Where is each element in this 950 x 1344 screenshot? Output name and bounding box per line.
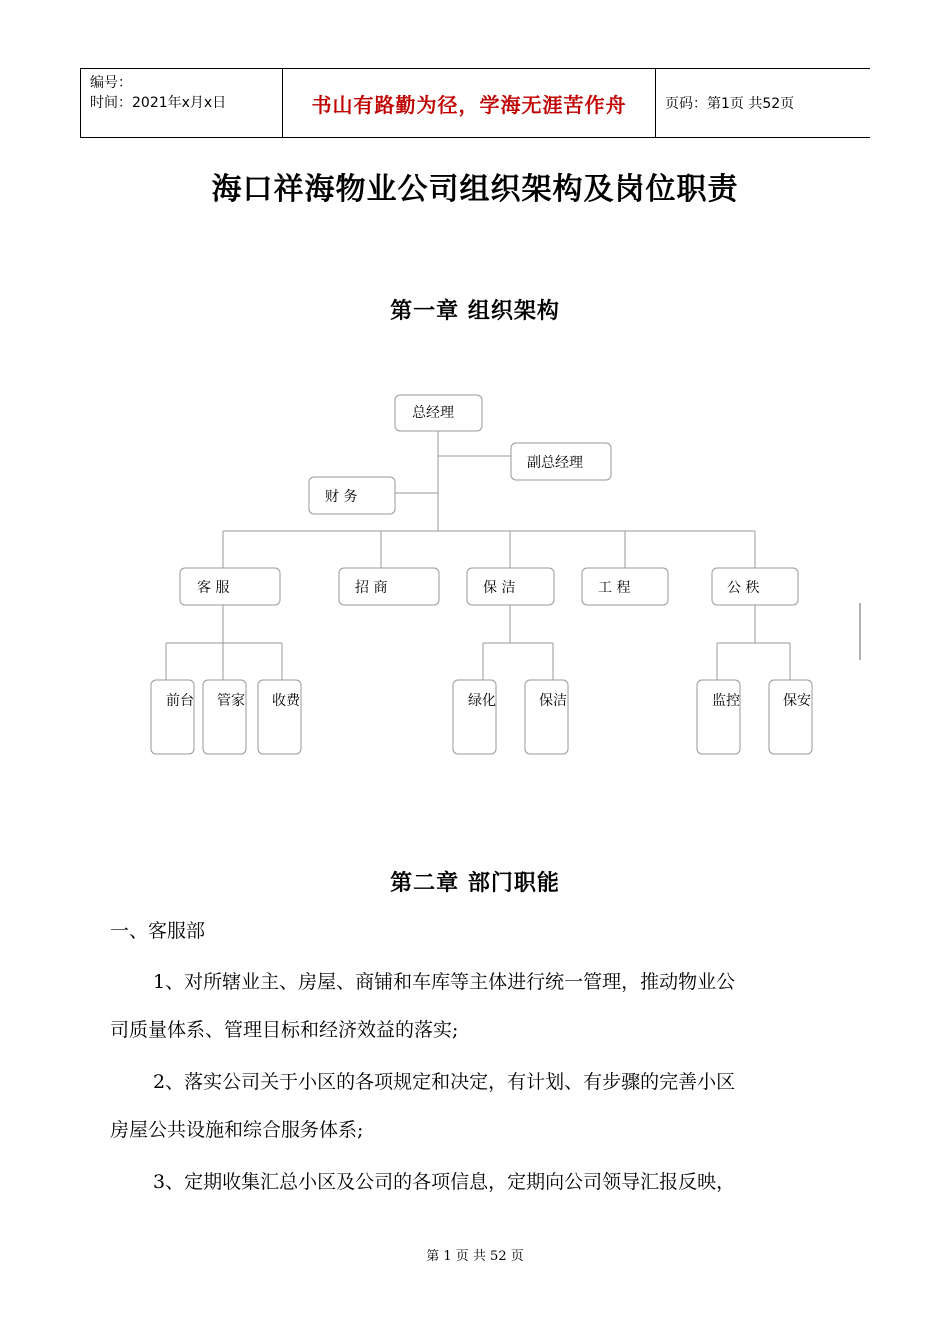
number-label: 编号： <box>90 75 132 91</box>
node-sub-monitoring: 监控 <box>712 693 740 709</box>
node-box-sub <box>203 680 246 754</box>
node-dept-service: 客 服 <box>197 580 230 596</box>
node-dept-engineering: 工 程 <box>598 580 631 596</box>
paragraph-line: 1、对所辖业主、房屋、商铺和车库等主体进行统一管理，推动物业公 <box>153 971 736 993</box>
header-divider <box>80 69 81 137</box>
node-box-sub <box>525 680 568 754</box>
node-box-sub <box>453 680 496 754</box>
header-meta <box>90 73 226 113</box>
node-dept-cleaning: 保 洁 <box>483 580 516 596</box>
paragraph-3 <box>110 1158 850 1206</box>
node-dept-security: 公 秩 <box>727 580 760 596</box>
node-box-sub <box>151 680 194 754</box>
section-heading: 一、客服部 <box>110 920 206 942</box>
node-box-dept <box>180 568 280 605</box>
chapter-1-heading: 第一章 组织架构 <box>390 299 560 324</box>
page-footer: 第 1 页 共 52 页 <box>426 1249 524 1264</box>
paragraph-line: 司质量体系、管理目标和经济效益的落实; <box>110 1019 459 1041</box>
node-general-manager: 总经理 <box>412 405 454 421</box>
node-box-sub <box>769 680 812 754</box>
document-title: 海口祥海物业公司组织架构及岗位职责 <box>211 172 739 207</box>
node-box-dept <box>339 568 439 605</box>
time-label: 时间：2021年x月x日 <box>90 95 227 111</box>
node-sub-guard: 保安 <box>783 693 811 709</box>
node-vice-manager: 副总经理 <box>527 455 583 471</box>
node-sub-butler: 管家 <box>217 693 245 709</box>
org-chart <box>0 380 950 780</box>
paragraph-line: 3、定期收集汇总小区及公司的各项信息，定期向公司领导汇报反映， <box>153 1171 736 1193</box>
node-finance: 财 务 <box>325 489 358 505</box>
node-sub-billing: 收费 <box>272 693 300 709</box>
node-dept-leasing: 招 商 <box>355 580 388 596</box>
chapter-2-heading: 第二章 部门职能 <box>390 871 560 896</box>
node-box-sub <box>697 680 740 754</box>
node-sub-front-desk: 前台 <box>166 693 194 709</box>
paragraph-1 <box>110 958 850 1054</box>
node-sub-greening: 绿化 <box>468 693 496 709</box>
paragraph-line: 2、落实公司关于小区的各项规定和决定，有计划、有步骤的完善小区 <box>153 1071 736 1093</box>
paragraph-line: 房屋公共设施和综合服务体系; <box>110 1119 364 1141</box>
header-divider <box>655 69 656 137</box>
document-header <box>80 68 870 138</box>
node-box-sub <box>258 680 301 754</box>
header-motto: 书山有路勤为径，学海无涯苦作舟 <box>311 92 627 117</box>
paragraph-2 <box>110 1058 850 1154</box>
header-page-info: 页码：第1页 共52页 <box>665 96 795 112</box>
node-sub-cleaning: 保洁 <box>539 693 567 709</box>
